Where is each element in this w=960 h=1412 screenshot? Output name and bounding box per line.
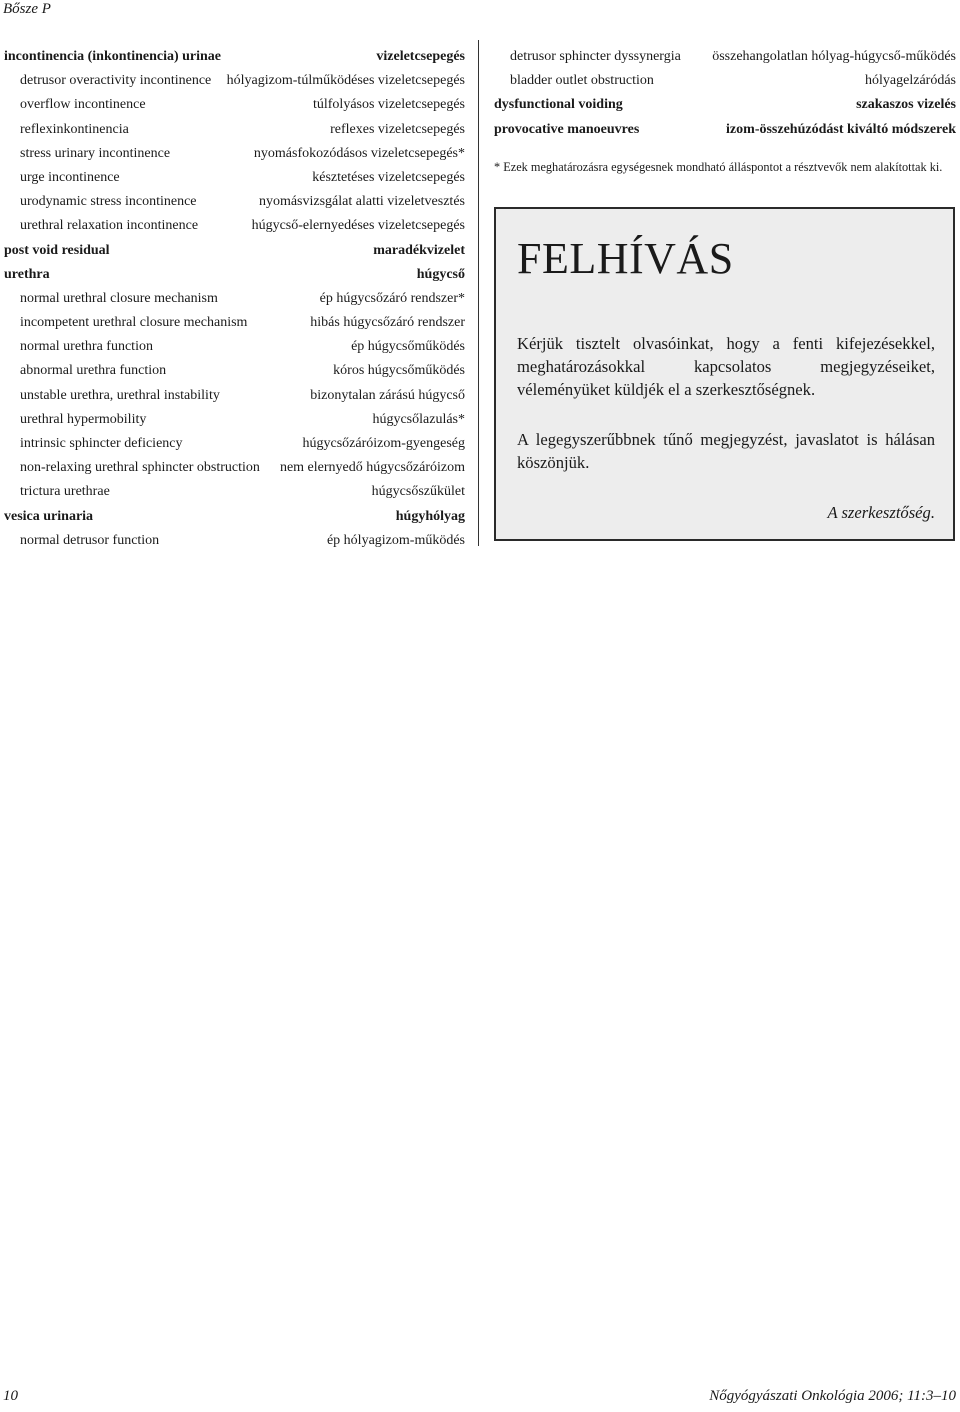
english-term: urethral relaxation incontinence xyxy=(20,218,199,234)
glossary-row xyxy=(4,193,465,217)
page-number: 10 xyxy=(3,1388,18,1404)
glossary-row xyxy=(4,169,465,193)
english-term: normal detrusor function xyxy=(20,532,160,548)
english-term: reflexinkontinencia xyxy=(20,121,129,137)
hungarian-term: maradékvizelet xyxy=(373,242,465,258)
english-term: detrusor overactivity incontinence xyxy=(20,73,212,89)
running-header-author: Bősze P xyxy=(3,1,51,17)
english-term: vesica urinaria xyxy=(4,508,94,524)
notice-paragraph-request: Kérjük tisztelt olvasóinkat, hogy a fenti kifejezésekkel, meghatározásokkal kapcsolatos megjegyzéseiket, véleményüket küldjék el a szerkesztőségnek. xyxy=(517,334,935,399)
english-term: post void residual xyxy=(4,242,110,258)
hungarian-term: húgycsőszűkület xyxy=(371,484,465,500)
hungarian-term: nem elernyedő húgycsőzáróizom xyxy=(279,460,465,476)
english-term: trictura urethrae xyxy=(20,484,110,500)
column-divider xyxy=(478,40,479,546)
english-term: urge incontinence xyxy=(20,169,120,185)
hungarian-term: ép húgycsőműködés xyxy=(351,339,465,355)
glossary-row xyxy=(4,314,465,338)
glossary-row xyxy=(4,338,465,362)
english-term: incontinencia (inkontinencia) urinae xyxy=(4,49,222,64)
hungarian-term: ép húgycsőzáró rendszer* xyxy=(319,290,465,306)
hungarian-term: késztetéses vizeletcsepegés xyxy=(312,169,465,185)
hungarian-term: bizonytalan zárású húgycső xyxy=(310,387,465,403)
glossary-row xyxy=(4,217,465,241)
glossary-row xyxy=(4,290,465,314)
glossary-heading-row xyxy=(4,266,465,290)
glossary-right-column xyxy=(494,48,956,175)
english-term: non-relaxing urethral sphincter obstruction xyxy=(20,460,260,476)
hungarian-term: szakaszos vizelés xyxy=(856,97,956,113)
glossary-row xyxy=(4,145,465,169)
hungarian-term: nyomásfokozódásos vizeletcsepegés* xyxy=(253,145,465,161)
english-term: abnormal urethra function xyxy=(20,363,167,379)
glossary-heading-row xyxy=(494,96,956,120)
glossary-row xyxy=(4,435,465,459)
hungarian-term: túlfolyásos vizeletcsepegés xyxy=(312,97,465,113)
glossary-row xyxy=(4,121,465,145)
hungarian-term: hibás húgycsőzáró rendszer xyxy=(310,315,465,331)
english-term: stress urinary incontinence xyxy=(20,145,171,161)
glossary-row xyxy=(4,459,465,483)
glossary-row xyxy=(4,483,465,507)
footnote: * Ezek meghatározásra egységesnek mondható álláspontot a résztvevők nem alakítottak ki. xyxy=(494,159,943,174)
glossary-row xyxy=(4,411,465,435)
english-term: incompetent urethral closure mechanism xyxy=(20,315,248,331)
hungarian-term: hólyagizom-túlműködéses vizeletcsepegés xyxy=(226,73,465,89)
hungarian-term: kóros húgycsőműködés xyxy=(333,363,465,379)
english-term: normal urethral closure mechanism xyxy=(20,290,218,306)
hungarian-term: nyomásvizsgálat alatti vizeletvesztés xyxy=(258,194,465,210)
hungarian-term: húgycsőlazulás* xyxy=(372,411,465,427)
english-term: overflow incontinence xyxy=(20,97,146,113)
hungarian-term: ép hólyagizom-működés xyxy=(326,532,465,548)
glossary-row xyxy=(4,96,465,120)
glossary-row xyxy=(494,48,956,72)
glossary-row xyxy=(4,362,465,386)
glossary-heading-row xyxy=(4,508,465,532)
hungarian-term: hólyagelzáródás xyxy=(865,73,956,89)
english-term: bladder outlet obstruction xyxy=(510,73,654,89)
hungarian-term: húgycső xyxy=(416,266,465,282)
notice-box xyxy=(494,207,955,541)
english-term: urodynamic stress incontinence xyxy=(20,194,197,210)
hungarian-term: húgycsőzáróizom-gyengeség xyxy=(302,436,465,451)
english-term: dysfunctional voiding xyxy=(494,97,623,113)
english-term: intrinsic sphincter deficiency xyxy=(20,436,183,451)
english-term: unstable urethra, urethral instability xyxy=(20,387,220,403)
hungarian-term: vizeletcsepegés xyxy=(376,49,465,64)
journal-citation: Nőgyógyászati Onkológia 2006; 11:3–10 xyxy=(709,1388,956,1404)
hungarian-term: reflexes vizeletcsepegés xyxy=(330,121,465,137)
english-term: urethral hypermobility xyxy=(20,411,147,427)
glossary-heading-row xyxy=(4,48,465,72)
english-term: detrusor sphincter dyssynergia xyxy=(510,49,681,64)
hungarian-term: húgycső-elernyedéses vizeletcsepegés xyxy=(251,218,465,234)
glossary-left-column xyxy=(4,48,465,556)
glossary-row xyxy=(4,72,465,96)
english-term: provocative manoeuvres xyxy=(494,121,640,137)
english-term: urethra xyxy=(4,266,50,282)
glossary-row xyxy=(4,532,465,556)
hungarian-term: izom-összehúzódást kiváltó módszerek xyxy=(726,121,956,137)
glossary-heading-row xyxy=(4,242,465,266)
glossary-heading-row xyxy=(494,121,956,145)
glossary-row xyxy=(4,387,465,411)
glossary-row xyxy=(494,72,956,96)
notice-title: FELHÍVÁS xyxy=(517,234,734,283)
hungarian-term: összehangolatlan hólyag-húgycső-működés xyxy=(712,49,956,64)
english-term: normal urethra function xyxy=(20,339,153,355)
notice-signature: A szerkesztőség. xyxy=(827,503,935,522)
notice-paragraph-thanks: A legegyszerűbbnek tűnő megjegyzést, javaslatot is hálásan köszönjük. xyxy=(517,430,935,472)
hungarian-term: húgyhólyag xyxy=(395,508,465,524)
